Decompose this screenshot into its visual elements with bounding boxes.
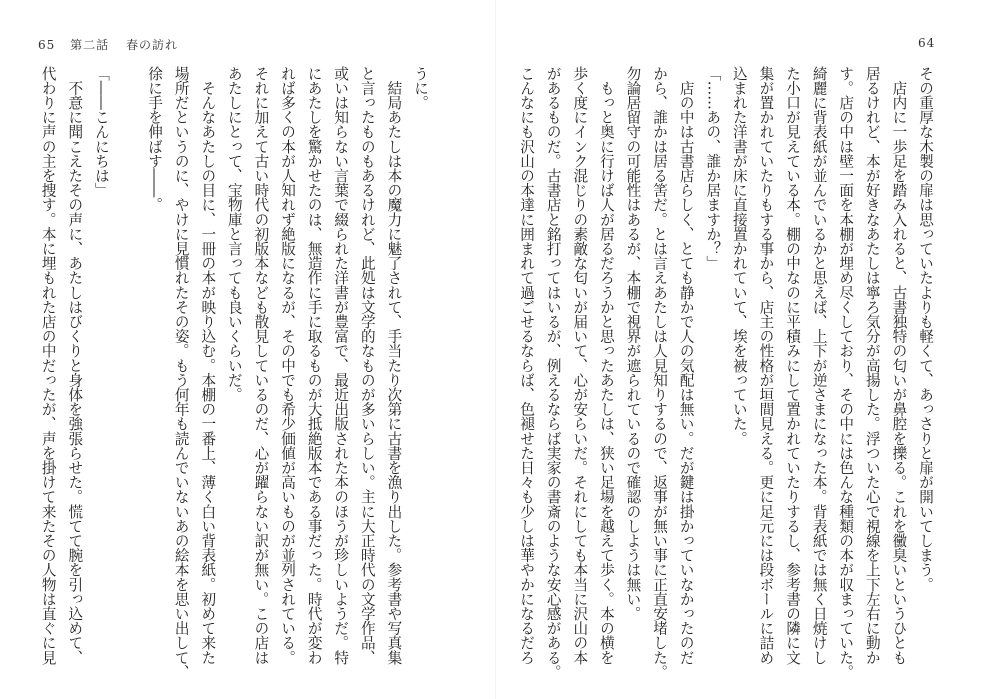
left-page-body xyxy=(34,66,433,680)
text-line: 集が置かれていたりもする事から、店主の性格が垣間見える。更に足元には段ボールに詰め xyxy=(757,66,775,665)
text-line: 居るけれど、本が好きなあたしは寧ろ気分が高揚した。浮ついた心で視線を上下左右に動か xyxy=(863,66,881,665)
right-page-body xyxy=(513,66,939,680)
text-line: 「……あの、誰か居ますか？」 xyxy=(704,66,722,271)
left-running-head xyxy=(38,36,178,53)
text-line: 歩く度にインク混じりの素敵な匂いが届いて、心が安らいだ。それにしても本当に沢山の本 xyxy=(571,66,589,665)
text-line: 場所だというのに、やけに見慣れたその姿。もう何年も読んでいないあの絵本を思い出して、 xyxy=(172,66,190,680)
text-line: 代わりに声の主を捜す。本に埋もれた店の中だったが、声を掛けて来たその人物は直ぐに見 xyxy=(39,66,57,665)
text-line: 或いは知らない言葉で綴られた洋書が豊富で、最近出版された本のほうが珍しいようだ。特 xyxy=(332,66,350,665)
text-line xyxy=(114,66,141,666)
chapter-number: 第二話 xyxy=(70,38,110,52)
chapter-title: 春の訪れ xyxy=(125,38,178,52)
text-line: もっと奥に行けば人が居るだろうかと思ったあたしは、狭い足場を越えて歩く。本の横を xyxy=(597,66,615,665)
text-line: あたしにとって、宝物庫と言っても良いくらいだ。 xyxy=(225,66,243,402)
page-gutter xyxy=(495,0,496,699)
text-line: た小口が見えている本。棚の中なのに平積みにして置かれていたりするし、参考書の隣に文 xyxy=(784,66,802,665)
text-line: それに加えて古い時代の初版本なども散見しているのだ、心が躍らない訳が無い。この店は xyxy=(252,66,270,665)
text-line: 店の中は古書店らしく、とても静かで人の気配は無い。だが鍵は掛かっていなかったのだ xyxy=(677,66,695,665)
right-page-number: 64 xyxy=(918,36,936,50)
text-line: 店内に一歩足を踏み入れると、古書独特の匂いが鼻腔を擽る。これを黴臭いというひとも xyxy=(890,66,908,665)
text-line: から、誰かは居る筈だ。とは言えあたしは人見知りするので、返事が無い事に正直安堵した。 xyxy=(651,66,669,680)
text-line: があるものだ。古書店と銘打ってはいるが、例えるならば実家の書斎のような安心感がある。 xyxy=(544,66,562,680)
text-line: その重厚な木製の扉は思っていたよりも軽くて、あっさりと扉が開いてしまう。 xyxy=(917,66,934,592)
text-line: 「――こんにちは」 xyxy=(92,66,110,198)
text-line: 結局あたしは本の魔力に魅了されて、手当たり次第に古書を漁り出した。参考書や写真集 xyxy=(385,66,403,665)
text-line: 綺麗に背表紙が並んでいるかと思えば、上下が逆さまになった本。背表紙では無く日焼けし xyxy=(810,66,828,665)
text-line: 徐に手を伸ばす――。 xyxy=(146,66,164,212)
right-running-head xyxy=(918,36,935,50)
text-line: れば多くの本が人知れず絶版になるが、その中でも希少価値が高いものが並列されている。 xyxy=(279,66,297,665)
text-line: こんなにも沢山の本達に囲まれて過ごせるならば、色褪せた日々も少しは華やかになるだろ xyxy=(518,66,536,665)
text-line: 不意に聞こえたその声に、あたしはびくりと身体を強張らせた。慌てて腕を引っ込めて、 xyxy=(66,66,84,665)
text-line: そんなあたしの目に、一冊の本が映り込む。本棚の一番上、薄く白い背表紙。初めて来た xyxy=(199,66,217,665)
text-line: と言ったものもあるけれど、此処は文学的なものが多いらしい。主に大正時代の文学作品、 xyxy=(358,66,376,665)
text-line: うに。 xyxy=(412,66,429,110)
text-line: にあたしを驚かせたのは、無造作に手に取るものが大抵絶版本である事だった。時代が変わ xyxy=(305,66,323,665)
text-line: 込まれた洋書が床に直接置かれていて、埃を被っていた。 xyxy=(730,66,748,446)
left-page-number: 65 xyxy=(38,38,56,52)
text-line: す。店の中は壁一面を本棚が埋め尽くしており、その中には色んな種類の本が収まっていた。 xyxy=(837,66,855,680)
text-line: 勿論居留守の可能性はあるが、本棚で視界が遮られているので確認のしようは無い。 xyxy=(624,66,642,621)
